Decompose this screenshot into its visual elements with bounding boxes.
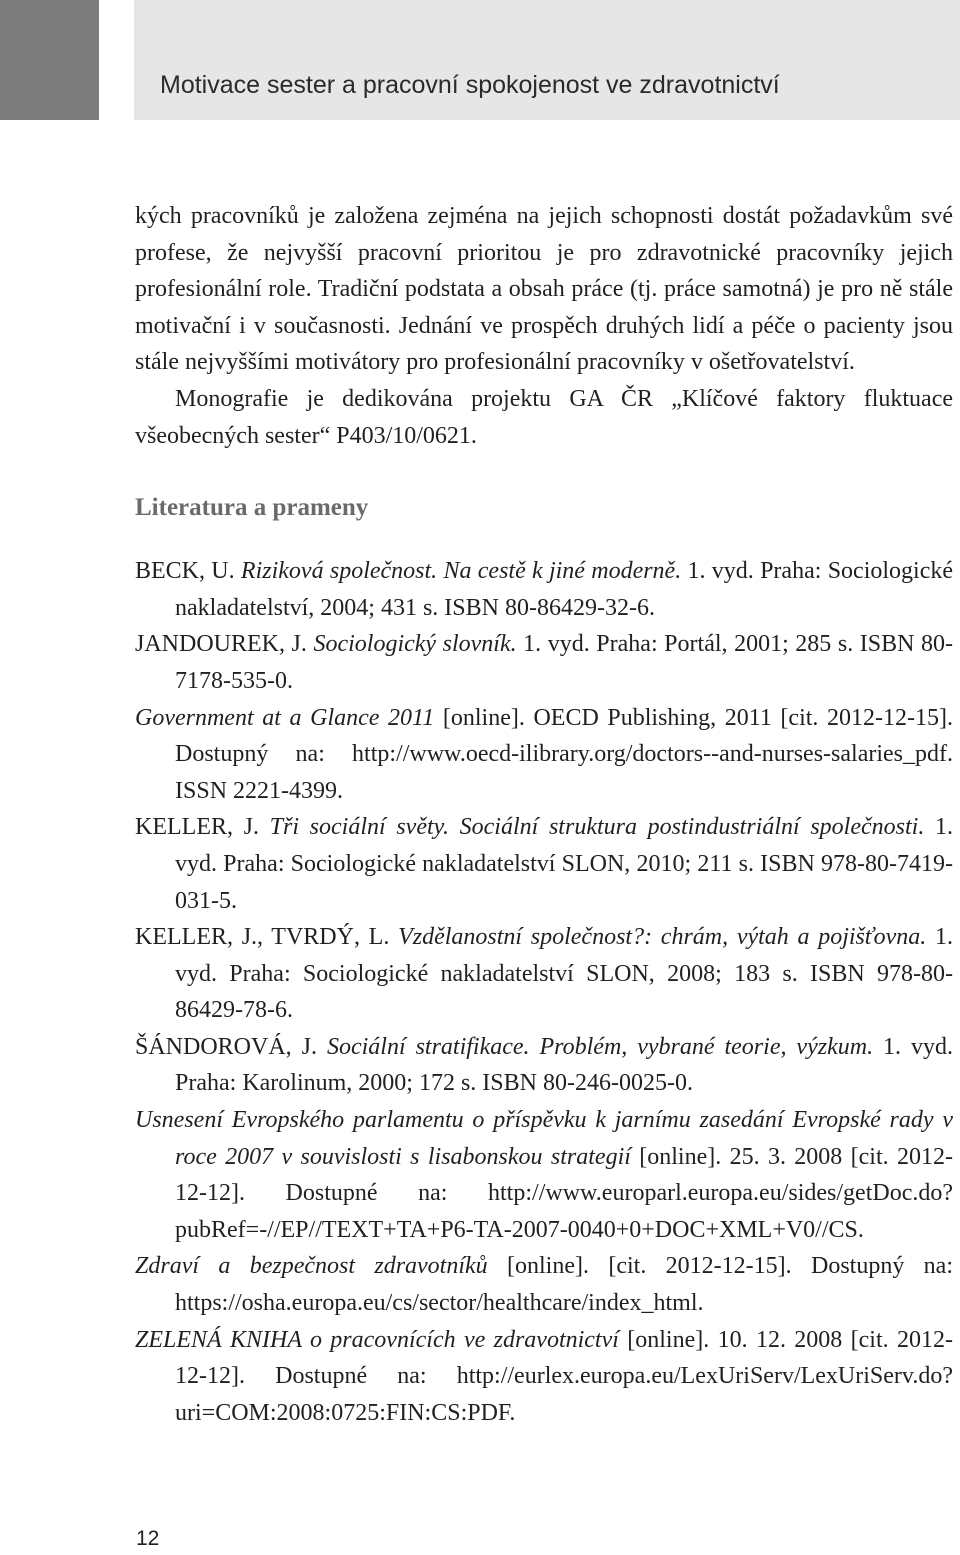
- reference-title: Vzdělanostní společnost?: chrám, výtah a pojišťovna.: [398, 924, 927, 951]
- reference-author: BECK, U.: [135, 558, 241, 585]
- reference-title: Riziková společnost. Na cestě k jiné moderně.: [240, 558, 682, 585]
- reference-author: ŠÁNDOROVÁ, J.: [135, 1033, 327, 1060]
- reference-item: [135, 700, 953, 810]
- reference-details: [online]. 10. 12. 2008 [cit. 2012-12-12]. Dostupné na: http://eurlex.europa.eu/LexUriServ/LexUriServ.do?uri=COM:2008:0725:FIN:CS:PDF.: [175, 1326, 953, 1426]
- reference-details: 1. vyd. Praha: Sociologické nakladatelství SLON, 2010; 211 s. ISBN 978-80-7419-031-5.: [175, 814, 953, 914]
- reference-title: Zdraví a bezpečnost zdravotníků: [135, 1253, 488, 1280]
- reference-title: ZELENÁ KNIHA o pracovnících ve zdravotnictví: [135, 1326, 619, 1353]
- running-header-title: Motivace sester a pracovní spokojenost ve zdravotnictví: [160, 71, 780, 99]
- literature-heading: Literatura a prameny: [135, 494, 369, 522]
- header-tab-marker: [0, 0, 99, 120]
- reference-author: KELLER, J.: [135, 814, 270, 841]
- reference-details: 1. vyd. Praha: Karolinum, 2000; 172 s. ISBN 80-246-0025-0.: [175, 1033, 954, 1097]
- page-content: [135, 198, 953, 1431]
- reference-details: [online]. OECD Publishing, 2011 [cit. 2012-12-15]. Dostupný na: http://www.oecd-ilibrary.org/doctors--and-nurses-salaries_pdf. ISSN 2221-4399.: [175, 704, 953, 804]
- reference-item: [135, 553, 953, 626]
- reference-details: [online]. [cit. 2012-12-15]. Dostupný na: https://osha.europa.eu/cs/sector/healthcare/index_html.: [175, 1253, 953, 1317]
- reference-item: [135, 1322, 953, 1432]
- reference-list: [135, 553, 953, 1431]
- reference-title: Government at a Glance 2011: [135, 704, 435, 731]
- reference-author: KELLER, J., TVRDÝ, L.: [135, 924, 399, 951]
- dedication-paragraph: Monografie je dedikována projektu GA ČR „Klíčové faktory fluktuace všeobecných sester“ P403/10/0621.: [135, 385, 953, 449]
- reference-title: Usnesení Evropského parlamentu o příspěvku k jarnímu zasedání Evropské rady v roce 2007 v souvislosti s lisabonskou strategií: [135, 1107, 953, 1170]
- reference-details: [online]. 25. 3. 2008 [cit. 2012-12-12]. Dostupné na: http://www.europarl.europa.eu/sides/getDoc.do?pubRef=-//EP//TEXT+TA+P6-TA-2007-0040+0+DOC+XML+V0//CS.: [175, 1143, 953, 1243]
- reference-details: 1. vyd. Praha: Sociologické nakladatelství, 2004; 431 s. ISBN 80-86429-32-6.: [175, 558, 953, 621]
- page-number: 12: [136, 1527, 160, 1550]
- reference-title: Tři sociální světy. Sociální struktura postindustriální společnosti.: [269, 814, 925, 841]
- reference-details: 1. vyd. Praha: Sociologické nakladatelství SLON, 2008; 183 s. ISBN 978-80-86429-78-6.: [175, 924, 953, 1024]
- reference-details: 1. vyd. Praha: Portál, 2001; 285 s. ISBN 80-7178-535-0.: [175, 631, 953, 694]
- running-header: [134, 0, 960, 120]
- reference-item: [135, 1029, 953, 1102]
- reference-item: [135, 1102, 953, 1248]
- body-paragraph: kých pracovníků je založena zejména na jejich schopnosti dostát požadavkům své profese, že nejvyšší pracovní prioritou je pro zdravotnické pracovníky jejich profesionální role. Tradiční podstata a obsah práce (tj. práce samotná) je pro ně stále motivační i v současnosti. Jednání ve prospěch druhých lidí a péče o pacienty jsou stále nejvyššími motivátory pro profesionální pracovníky v ošetřovatelství.: [135, 203, 953, 376]
- reference-item: [135, 626, 953, 699]
- reference-title: Sociální stratifikace. Problém, vybrané teorie, výzkum.: [326, 1033, 874, 1060]
- reference-title: Sociologický slovník.: [313, 631, 517, 658]
- reference-author: JANDOUREK, J.: [135, 631, 314, 658]
- reference-item: [135, 1248, 953, 1321]
- reference-item: [135, 919, 953, 1029]
- reference-item: [135, 809, 953, 919]
